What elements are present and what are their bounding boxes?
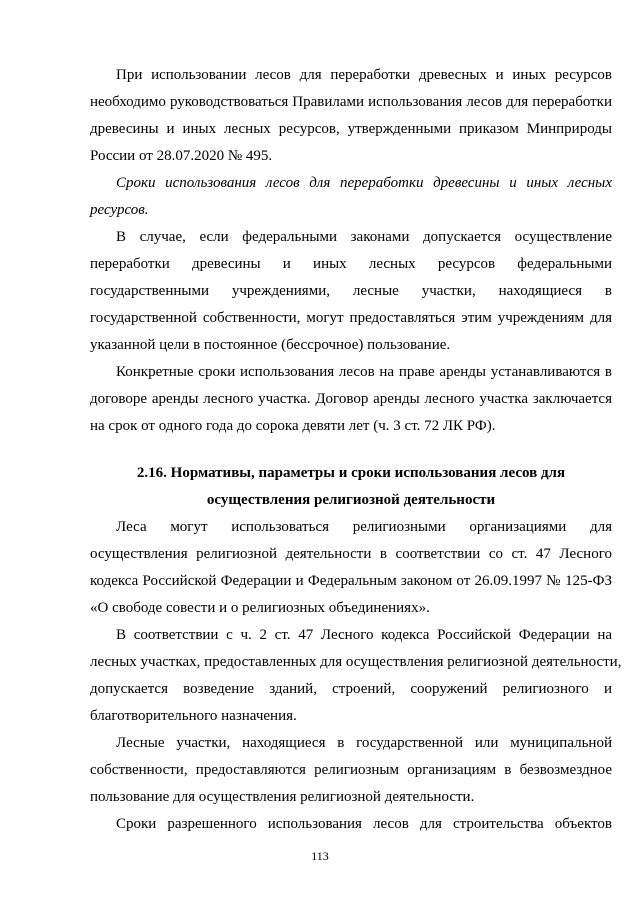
paragraph-construction-terms — [90, 811, 612, 838]
paragraph-italic-subheading — [90, 170, 612, 224]
text-line: При использовании лесов для переработки древесных и иных ресурсов — [116, 67, 612, 83]
text-line: пользование для осуществления религиозной деятельности. — [90, 789, 475, 805]
paragraph-free-use — [90, 730, 612, 811]
text-line: Сроки использования лесов для переработки древесины и иных лесных — [116, 175, 612, 191]
text-line: В соответствии с ч. 2 ст. 47 Лесного кодекса Российской Федерации на — [116, 627, 612, 643]
text-line: «О свободе совести и о религиозных объединениях». — [90, 600, 430, 616]
paragraph-lease-terms — [90, 359, 612, 440]
text-line: на срок от одного года до сорока девяти лет (ч. 3 ст. 72 ЛК РФ). — [90, 418, 496, 434]
section-heading-line: осуществления религиозной деятельности — [206, 492, 496, 508]
text-line: В случае, если федеральными законами допускается осуществление — [116, 229, 612, 245]
text-line: необходимо руководствоваться Правилами использования лесов для переработки — [90, 94, 612, 110]
text-line: допускается возведение зданий, строений, сооружений религиозного и — [90, 681, 612, 697]
text-line: государственными учреждениями, лесные участки, находящиеся в — [90, 283, 612, 299]
text-line: Лесные участки, находящиеся в государственной или муниципальной — [116, 735, 612, 751]
page-number: 113 — [311, 849, 329, 863]
text-line: Сроки разрешенного использования лесов для строительства объектов — [116, 816, 612, 832]
text-line: осуществления религиозной деятельности в соответствии со ст. 47 Лесного — [90, 546, 612, 562]
text-line: собственности, предоставляются религиозным организациям в безвозмездное — [90, 762, 612, 778]
section-heading-line: 2.16. Нормативы, параметры и сроки использования лесов для — [136, 465, 566, 481]
text-line: древесины и иных лесных ресурсов, утвержденными приказом Минприроды — [90, 121, 612, 137]
text-line: ресурсов. — [90, 202, 149, 218]
text-line: Леса могут использоваться религиозными организациями для — [116, 519, 612, 535]
section-heading — [90, 460, 612, 514]
text-line: договоре аренды лесного участка. Договор аренды лесного участка заключается — [90, 391, 612, 407]
text-line: России от 28.07.2020 № 495. — [90, 148, 273, 164]
text-line: лесных участках, предоставленных для осуществления религиозной деятельности, — [90, 654, 622, 670]
text-line: кодекса Российской Федерации и Федеральным законом от 26.09.1997 № 125-ФЗ — [90, 573, 612, 589]
text-line: благотворительного назначения. — [90, 708, 297, 724]
body-text — [90, 62, 622, 838]
paragraph-permanent-use — [90, 224, 612, 359]
text-line: государственной собственности, могут предоставляться этим учреждениям для — [90, 310, 612, 326]
paragraph-religious-organizations — [90, 514, 612, 622]
text-line: переработки древесины и иных лесных ресурсов федеральными — [90, 256, 612, 272]
text-line: указанной цели в постоянное (бессрочное) пользование. — [90, 337, 451, 353]
paragraph-forest-processing-rules — [90, 62, 612, 170]
text-line: Конкретные сроки использования лесов на праве аренды устанавливаются в — [116, 364, 612, 380]
paragraph-article-47 — [90, 622, 622, 730]
